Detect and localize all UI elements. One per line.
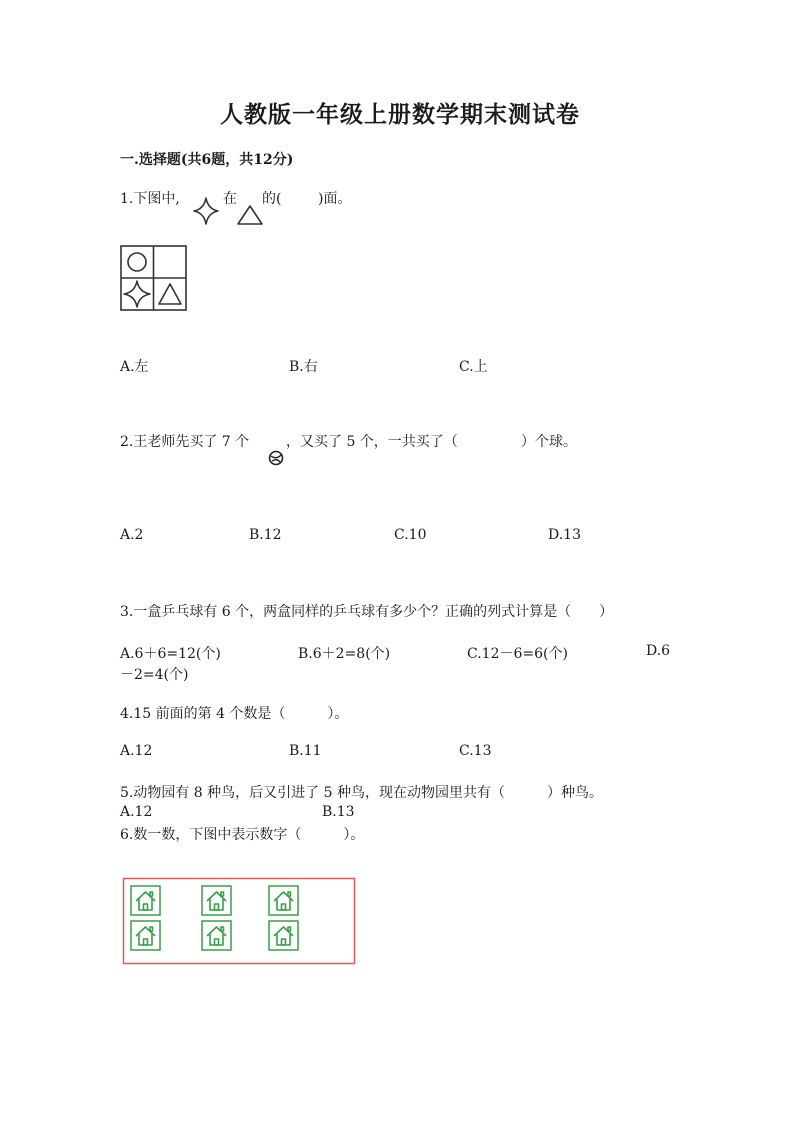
q1-grid-figure [119, 244, 189, 312]
triangle-icon [159, 284, 181, 304]
house-icon [269, 921, 298, 950]
q1-stem-part3: 的( [262, 191, 282, 207]
house-icon [131, 886, 160, 915]
four-point-star-icon [124, 281, 150, 307]
q3-option-d-continued: －2=4(个) [120, 667, 189, 683]
house-icon [202, 921, 231, 950]
section-heading: 一.选择题(共6题，共12分) [120, 152, 294, 168]
ball-icon [268, 450, 284, 466]
q3-stem: 3.一盒乒乓球有 6 个，两盒同样的乒乓球有多少个？正确的列式计算是（ ） [120, 604, 614, 620]
q2-option-c: C.10 [394, 527, 427, 543]
q5-option-b: B.13 [322, 804, 355, 820]
q1-stem-part4: )面。 [318, 191, 352, 207]
q2-option-b: B.12 [249, 527, 282, 543]
q2-option-d: D.13 [548, 527, 581, 543]
q4-option-b: B.11 [289, 743, 322, 759]
q4-option-c: C.13 [459, 743, 492, 759]
house-icon [131, 921, 160, 950]
q4-option-a: A.12 [120, 743, 153, 759]
q2-stem-part2: ，又买了 5 个，一共买了（ [286, 434, 458, 450]
q2-option-a: A.2 [120, 527, 144, 543]
q1-option-a: A.左 [120, 359, 149, 375]
four-point-star-icon [192, 196, 220, 226]
house-icon [202, 886, 231, 915]
circle-icon [128, 253, 146, 271]
q3-option-b: B.6＋2=8(个) [298, 646, 391, 662]
q3-option-d: D.6 [646, 643, 671, 659]
q2-stem-part1: 2.王老师先买了 7 个 [120, 434, 250, 450]
q1-stem-part2: 在 [223, 191, 237, 207]
q3-option-c: C.12－6=6(个) [467, 646, 568, 662]
q1-option-c: C.上 [459, 359, 488, 375]
q1-option-b: B.右 [289, 359, 318, 375]
q5-stem: 5.动物园有 8 种鸟，后又引进了 5 种鸟，现在动物园里共有（ ）种鸟。 [120, 785, 603, 801]
q4-stem: 4.15 前面的第 4 个数是（ ）。 [120, 706, 349, 722]
q6-stem: 6.数一数，下图中表示数字（ ）。 [120, 827, 365, 843]
house-icon [269, 886, 298, 915]
page-title: 人教版一年级上册数学期末测试卷 [220, 101, 580, 128]
triangle-icon [236, 204, 264, 226]
q1-stem-part1: 1.下图中, [120, 191, 180, 207]
q2-stem-part3: ）个球。 [521, 434, 577, 450]
q6-house-figure [122, 877, 356, 965]
q5-option-a: A.12 [120, 804, 153, 820]
q3-option-a: A.6＋6=12(个) [120, 646, 221, 662]
